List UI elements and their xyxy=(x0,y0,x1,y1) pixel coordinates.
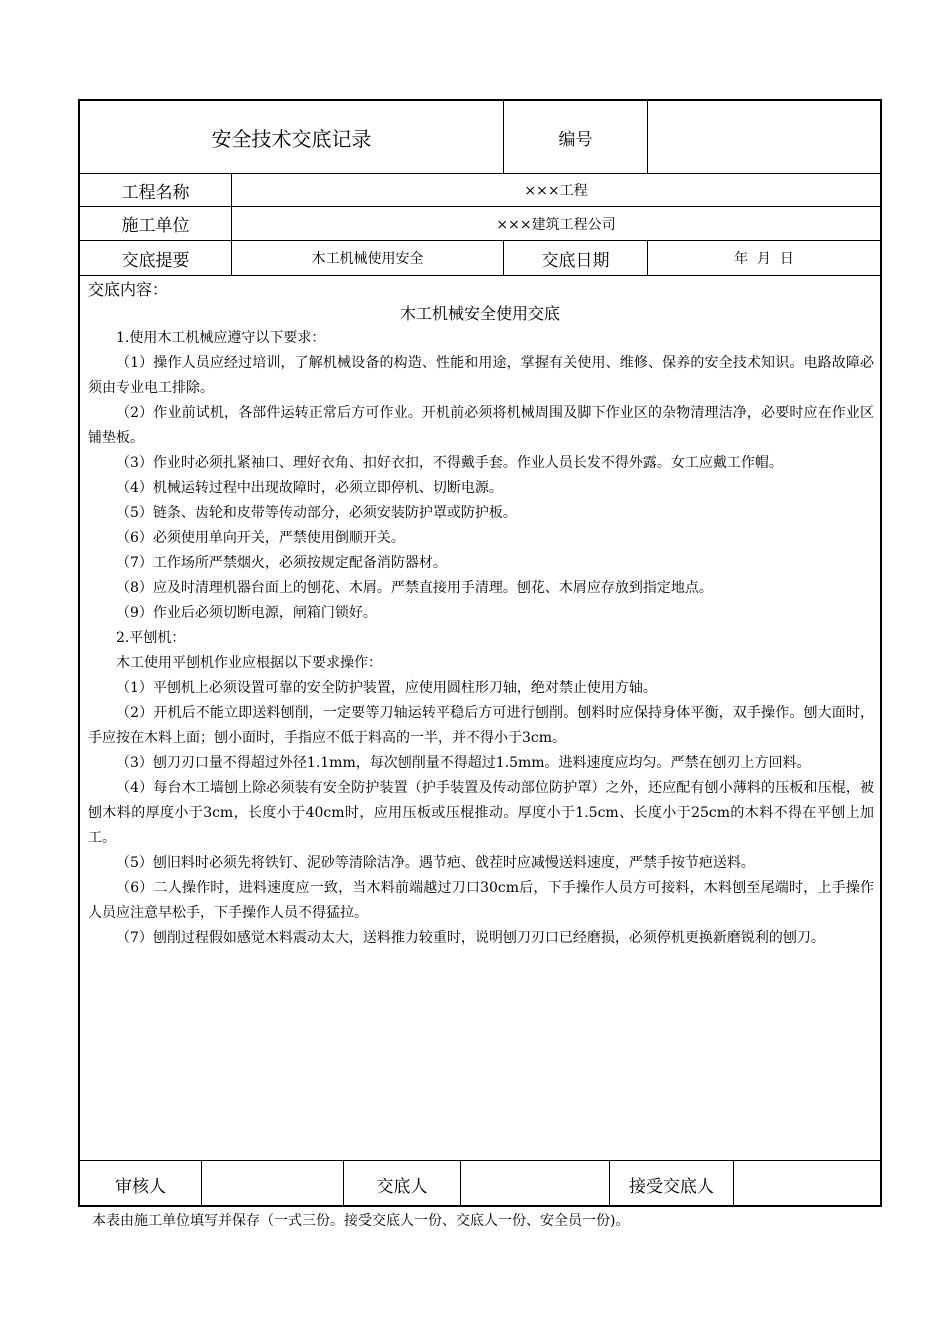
disclosure-form xyxy=(78,99,882,1207)
content-paragraph: 木工使用平刨机作业应根据以下要求操作： xyxy=(116,655,382,671)
content-paragraph: 2.平刨机： xyxy=(116,630,186,646)
reviewer-signature-field[interactable] xyxy=(202,1161,343,1207)
summary-value[interactable]: 木工机械使用安全 xyxy=(311,251,424,267)
date-label: 交底日期 xyxy=(541,250,610,271)
content-body xyxy=(88,326,874,951)
content-label: 交底内容： xyxy=(88,280,169,299)
content-paragraph: （4）机械运转过程中出现故障时，必须立即停机、切断电源。 xyxy=(116,480,503,496)
content-paragraph: （8）应及时清理机器台面上的刨花、木屑。严禁直接用手清理。刨花、木屑应存放到指定地点。 xyxy=(116,580,713,596)
content-paragraph: （4）每台木工墙刨上除必须装有安全防护装置（护手装置及传动部位防护罩）之外，还应配有刨小薄料的压板和压棍，被刨木料的厚度小于3cm，长度小于40cm时，应用压板或压棍推动。厚度小于1.5cm、长度小于25cm的木料不得在平刨上加工。 xyxy=(88,780,874,846)
discloser-label: 交底人 xyxy=(376,1176,428,1197)
content-paragraph: （6）二人操作时，进料速度应一致，当木料前端越过刀口30cm后，下手操作人员方可接料，木料刨至尾端时，上手操作人员应注意早松手，下手操作人员不得猛拉。 xyxy=(88,880,874,921)
content-paragraph: （2）作业前试机，各部件运转正常后方可作业。开机前必须将机械周围及脚下作业区的杂物清理洁净，必要时应在作业区铺垫板。 xyxy=(88,405,874,446)
construction-unit-label: 施工单位 xyxy=(121,216,190,236)
date-value[interactable]: 年 月 日 xyxy=(734,251,794,267)
content-paragraph: （5）链条、齿轮和皮带等传动部分，必须安装防护罩或防护板。 xyxy=(116,505,517,521)
receiver-label: 接受交底人 xyxy=(629,1176,714,1197)
content-paragraph: （2）开机后不能立即送料刨削，一定要等刀轴运转平稳后方可进行刨削。刨料时应保持身体平衡，双手操作。刨大面时，手应按在木料上面；刨小面时，手指应不低于料高的一半，并不得小于3cm。 xyxy=(88,705,874,746)
content-paragraph: （3）作业时必须扎紧袖口、理好衣角、扣好衣扣，不得戴手套。作业人员长发不得外露。女工应戴工作帽。 xyxy=(116,455,783,471)
content-paragraph: （6）必须使用单向开关，严禁使用倒顺开关。 xyxy=(116,530,405,546)
footer-note: 本表由施工单位填写并保存（一式三份。接受交底人一份、交底人一份、安全员一份)。 xyxy=(92,1213,630,1229)
content-paragraph: （5）刨旧料时必须先将铁钉、泥砂等清除洁净。遇节疤、戗茬时应减慢送料速度，严禁手按节疤送料。 xyxy=(116,855,755,871)
project-name-label: 工程名称 xyxy=(121,182,190,203)
content-paragraph: （7）工作场所严禁烟火，必须按规定配备消防器材。 xyxy=(116,555,447,571)
content-paragraph: （3）刨刀刃口量不得超过外径1.1mm，每次刨削量不得超过1.5mm。进料速度应均匀。严禁在刨刃上方回料。 xyxy=(116,755,811,771)
form-title: 安全技术交底记录 xyxy=(211,126,372,151)
number-field[interactable] xyxy=(648,101,880,173)
summary-label: 交底提要 xyxy=(121,250,190,271)
content-paragraph: （1）平刨机上必须设置可靠的安全防护装置，应使用圆柱形刀轴，绝对禁止使用方轴。 xyxy=(116,680,657,696)
content-paragraph: （9）作业后必须切断电源，闸箱门锁好。 xyxy=(116,605,377,621)
construction-unit-value[interactable]: ×××建筑工程公司 xyxy=(496,216,616,233)
discloser-signature-field[interactable] xyxy=(461,1161,609,1207)
reviewer-label: 审核人 xyxy=(115,1176,166,1197)
number-label: 编号 xyxy=(558,129,593,150)
content-paragraph: （1）操作人员应经过培训，了解机械设备的构造、性能和用途，掌握有关使用、维修、保养的安全技术知识。电路故障必须由专业电工排除。 xyxy=(88,355,874,396)
content-title: 木工机械安全使用交底 xyxy=(399,304,560,323)
project-name-value[interactable]: ×××工程 xyxy=(524,183,588,199)
content-paragraph: 1.使用木工机械应遵守以下要求： xyxy=(116,330,326,346)
receiver-signature-field[interactable] xyxy=(734,1161,880,1207)
divider xyxy=(80,275,880,276)
content-paragraph: （7）刨削过程假如感觉木料震动太大，送料推力较重时，说明刨刀刃口已经磨损，必须停机更换新磨锐利的刨刀。 xyxy=(116,930,825,946)
